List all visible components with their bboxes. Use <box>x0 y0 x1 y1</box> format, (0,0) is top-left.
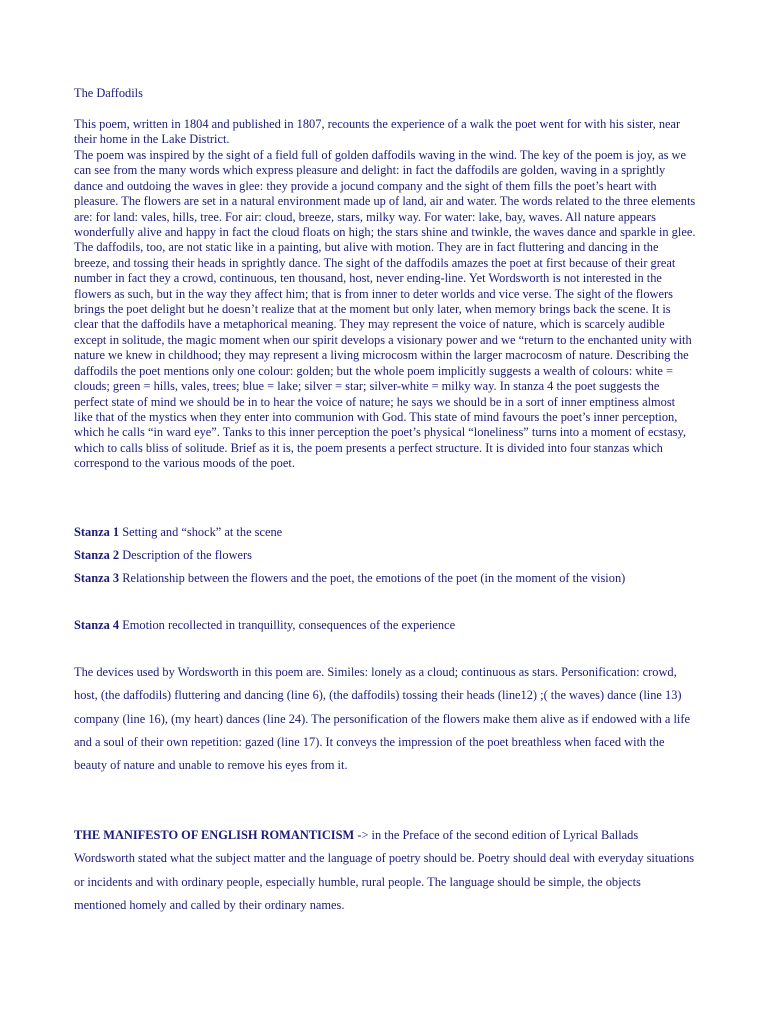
stanza-item <box>74 567 696 590</box>
manifesto-heading: THE MANIFESTO OF ENGLISH ROMANTICISM <box>74 828 355 842</box>
stanza-label: Stanza 1 <box>74 525 120 539</box>
manifesto-text: -> in the Preface of the second edition of Lyrical Ballads Wordsworth stated what the subject matter and the language of poetry should be. Poetry should deal with everyday situations or incidents and with ordinary people, especially humble, rural people. The language should be simple, the objects mentioned homely and called by their ordinary names. <box>74 828 695 912</box>
intro-paragraph: This poem, written in 1804 and published in 1807, recounts the experience of a walk the poet went for with his sister, near their home in the Lake District. <box>74 117 681 147</box>
stanza-description: Relationship between the flowers and the poet, the emotions of the poet (in the moment of the vision) <box>119 571 626 585</box>
stanza-description: Description of the flowers <box>119 548 252 562</box>
analysis-paragraph: The poem was inspired by the sight of a field full of golden daffodils waving in the wind. The key of the poem is joy, as we can see from the many words which express pleasure and delight: in fact the daffodils are golden, waving in a sprightly dance and outdoing the waves in glee: they provide a jocund company and the sight of them fills the poet’s heart with pleasure. The flowers are set in a natural environment made up of land, air and water. The words related to the three elements are: for land: vales, hills, tree. For air: cloud, breeze, stars, milky way. For water: lake, bay, waves. All nature appears wonderfully alive and happy in fact the cloud floats on high; the stars shine and twinkle, the waves dance and sparkle in glee. The daffodils, too, are not static like in a painting, but alive with motion. They are in fact fluttering and dancing in the breeze, and tossing their heads in sprightly dance. The sight of the daffodils amazes the poet at first because of their great number in fact they a crowd, continuous, ten thousand, host, never ending-line. Yet Wordsworth is not interested in the flowers as such, but in the way they affect him; that is from inner to deter worlds and vice verse. The sight of the flowers brings the poet delight but he doesn’t realize that at the moment but only later, when memory brings back the scene. It is clear that the daffodils have a metaphorical meaning. They may represent the voice of nature, which is scarcely audible except in solitude, the magic moment when our spirit develops a visionary power and we “return to the enchanted unity with nature we knew in childhood; they may represent a living microcosm within the larger macrocosm of nature. Describing the daffodils the poet mentions only one colour: golden; but the whole poem implicitly suggests a wealth of colours: white = clouds; green = hills, vales, trees; blue = lake; silver = star; silver-white = milky way. In stanza 4 the poet suggests the perfect state of mind we should be in to hear the voice of nature; he says we should be in a sort of inner emptiness almost like that of the mystics when they enter into communion with God. This state of mind favours the poet’s inner perception, which he calls “in ward eye”. Tanks to this inner perception the poet’s physical “loneliness” turns into a moment of ecstasy, which to calls bliss of solitude. Brief as it is, the poem presents a perfect structure. It is divided into four stanzas which correspond to the various moods of the poet. <box>74 148 696 471</box>
manifesto-paragraph <box>74 824 696 917</box>
stanza-description: Setting and “shock” at the scene <box>119 525 283 539</box>
stanza-description: Emotion recollected in tranquillity, consequences of the experience <box>119 618 456 632</box>
stanza-item <box>74 544 696 567</box>
stanza-label: Stanza 3 <box>74 571 120 585</box>
stanza-label: Stanza 4 <box>74 618 120 632</box>
devices-paragraph: The devices used by Wordsworth in this poem are. Similes: lonely as a cloud; continuous as stars. Personification: crowd, host, (the daffodils) fluttering and dancing (line 6), (the daffodils) tossing their heads (line12) ;( the waves) dance (line 13) company (line 16), (my heart) dances (line 24). The personification of the flowers make them alive as if endowed with a life and a soul of their own repetition: gazed (line 17). It conveys the impression of the poet breathless when faced with the beauty of nature and unable to remove his eyes from it. <box>74 665 690 773</box>
stanza-label: Stanza 2 <box>74 548 120 562</box>
document-title: The Daffodils <box>74 86 143 100</box>
stanza-item <box>74 614 696 637</box>
stanza-item <box>74 521 696 544</box>
